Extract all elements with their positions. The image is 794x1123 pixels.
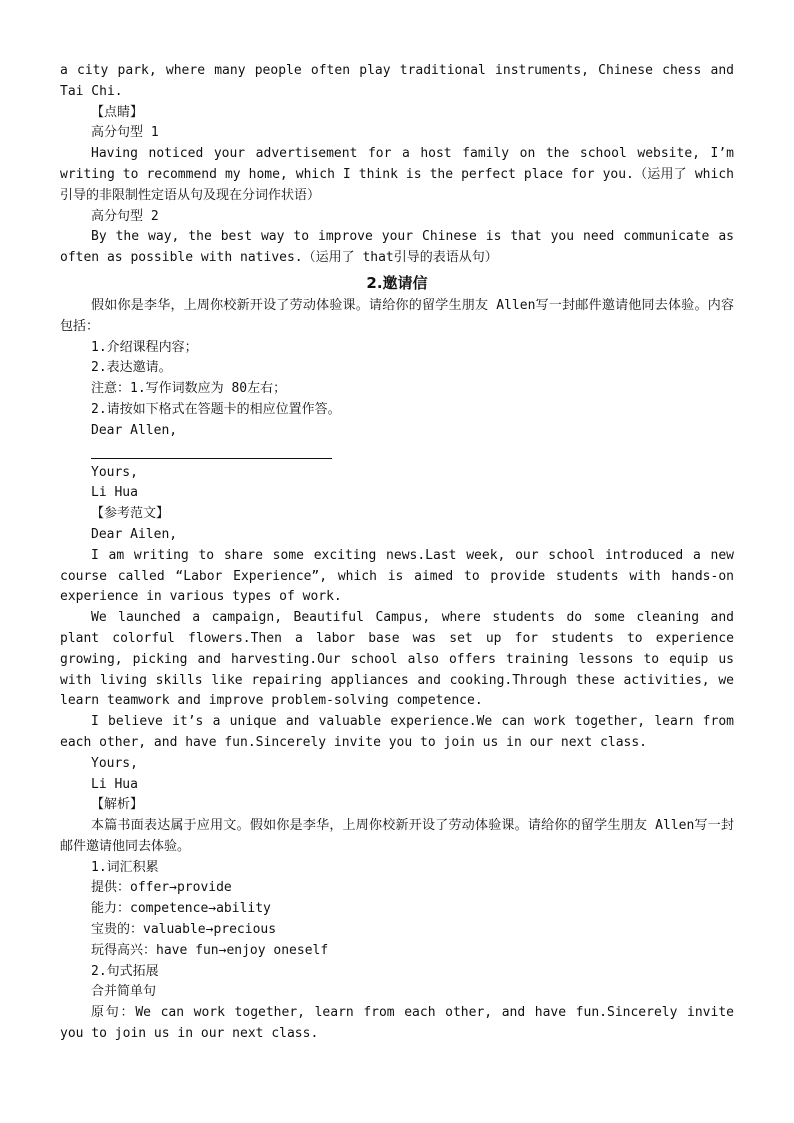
sentence-title: 2.句式拓展 <box>91 963 159 979</box>
answer-blank-line <box>91 442 332 459</box>
vocab-item-3: 宝贵的：valuable→precious <box>91 922 277 938</box>
signature-template: Li Hua <box>91 485 138 501</box>
task-point-2: 2.表达邀请。 <box>91 360 172 376</box>
section-label-sample: 【参考范文】 <box>91 506 170 522</box>
sample-paragraph-2: We launched a campaign, Beautiful Campus, where students do some cleaning and plant colorful flowers.Then a labor base was set up for students to experience growing, picking and harvesting.Our school also offers training lessons to equip us with living skills like repairing appliances and cooking.Through these activities, we learn teamwork and improve problem-solving competence. <box>60 610 734 709</box>
pattern-title-1: 高分句型 1 <box>91 125 159 141</box>
note-1: 注意：1.写作词数应为 80左右； <box>91 381 287 397</box>
vocab-item-1: 提供：offer→provide <box>91 880 232 896</box>
sample-greeting: Dear Ailen, <box>91 526 178 542</box>
section-label-analysis: 【解析】 <box>91 797 144 813</box>
pattern-sentence-2: By the way, the best way to improve your Chinese is that you need communicate as often as possible with natives.（运用了 that引导的表语从句） <box>60 229 734 266</box>
task-prompt: 假如你是李华，上周你校新开设了劳动体验课。请给你的留学生朋友 Allen写一封邮件邀请他同去体验。内容包括： <box>60 297 734 334</box>
pattern-title-2: 高分句型 2 <box>91 208 159 224</box>
original-sentence: 原句：We can work together, learn from each other, and have fun.Sincerely invite you to join us in our next class. <box>60 1005 734 1042</box>
sample-signature: Li Hua <box>91 776 138 792</box>
sample-paragraph-3: I believe it’s a unique and valuable experience.We can work together, learn from each other, and have fun.Sincerely invite you to join us in our next class. <box>60 714 734 750</box>
pattern-sentence-1: Having noticed your advertisement for a host family on the school website, I’m writing to recommend my home, which I think is the perfect place for you.（运用了 which引导的非限制性定语从句及现在分词作状语） <box>60 146 734 203</box>
sample-closing: Yours, <box>91 755 138 771</box>
task-point-1: 1.介绍课程内容； <box>91 339 198 355</box>
note-2: 2.请按如下格式在答题卡的相应位置作答。 <box>91 401 341 417</box>
vocab-item-4: 玩得高兴：have fun→enjoy oneself <box>91 942 329 958</box>
section-label-dianjing: 【点睛】 <box>91 104 144 120</box>
document-page <box>60 61 734 1045</box>
section-heading: 2.邀请信 <box>366 273 428 292</box>
greeting-template: Dear Allen, <box>91 422 178 438</box>
vocab-item-2: 能力：competence→ability <box>91 901 271 917</box>
closing-template: Yours, <box>91 464 138 480</box>
paragraph-continuation: a city park, where many people often play traditional instruments, Chinese chess and Tai Chi. <box>60 63 734 99</box>
sentence-subtitle: 合并简单句 <box>91 984 157 1000</box>
analysis-intro: 本篇书面表达属于应用文。假如你是李华，上周你校新开设了劳动体验课。请给你的留学生朋友 Allen写一封邮件邀请他同去体验。 <box>60 818 734 854</box>
sample-paragraph-1: I am writing to share some exciting news.Last week, our school introduced a new course called “Labor Experience”, which is aimed to provide students with hands-on experience in various types of work. <box>60 547 734 605</box>
vocab-title: 1.词汇积累 <box>91 859 159 875</box>
